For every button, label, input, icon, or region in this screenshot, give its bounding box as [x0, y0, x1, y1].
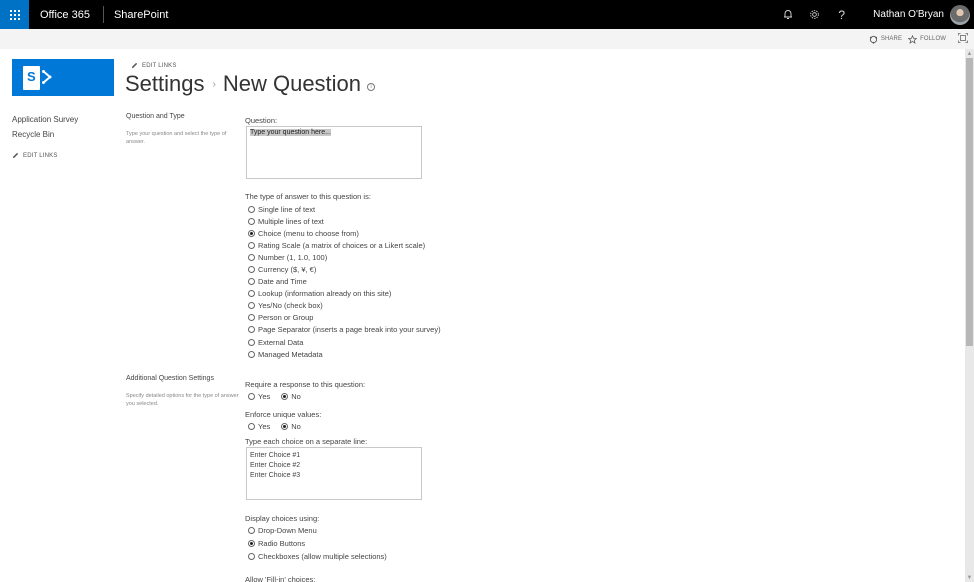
choice-line: Enter Choice #3: [250, 472, 301, 479]
waffle-icon: [10, 10, 20, 20]
display-choices-radio-group: [248, 524, 387, 563]
breadcrumb-separator: ›: [212, 78, 216, 90]
scroll-up-icon[interactable]: ▲: [966, 50, 973, 57]
answer-type-label: The type of answer to this question is:: [245, 192, 371, 201]
section-desc-additional: Specify detailed options for the type of answer you selected.: [126, 393, 239, 407]
radio-icon[interactable]: [248, 351, 255, 358]
user-name[interactable]: Nathan O'Bryan: [873, 9, 944, 20]
unique-yes-option[interactable]: Yes: [248, 422, 270, 431]
answer-type-date-time[interactable]: Date and Time: [248, 276, 441, 288]
office365-link[interactable]: Office 365: [40, 8, 90, 21]
choices-input[interactable]: [246, 447, 422, 500]
fillin-choices-label: Allow 'Fill-in' choices:: [245, 575, 316, 582]
display-radio-buttons-option[interactable]: Radio Buttons: [248, 537, 387, 550]
sharepoint-arrow-icon: [42, 70, 52, 84]
radio-icon[interactable]: [248, 206, 255, 213]
radio-icon[interactable]: [248, 218, 255, 225]
question-value: Type your question here...: [250, 129, 331, 136]
pencil-icon: [131, 62, 138, 69]
section-title-question-type: Question and Type: [126, 113, 185, 120]
radio-checked-icon[interactable]: [248, 230, 255, 237]
app-launcher-button[interactable]: [0, 0, 29, 29]
notifications-button[interactable]: [774, 0, 801, 29]
require-response-radio-group: [248, 392, 301, 401]
answer-type-managed-metadata[interactable]: Managed Metadata: [248, 348, 441, 360]
radio-icon[interactable]: [248, 553, 255, 560]
choice-line: Enter Choice #2: [250, 462, 301, 469]
answer-type-person-group[interactable]: Person or Group: [248, 312, 441, 324]
choices-label: Type each choice on a separate line:: [245, 437, 368, 446]
page-scrollbar[interactable]: [965, 49, 974, 582]
radio-icon[interactable]: [248, 527, 255, 534]
scroll-down-icon[interactable]: ▼: [966, 574, 973, 581]
radio-icon[interactable]: [248, 393, 255, 400]
radio-icon[interactable]: [248, 254, 255, 261]
radio-icon[interactable]: [248, 423, 255, 430]
gear-icon: [809, 9, 820, 20]
answer-type-rating-scale[interactable]: Rating Scale (a matrix of choices or a Likert scale): [248, 239, 441, 251]
info-icon[interactable]: i: [367, 83, 375, 91]
focus-icon: [958, 33, 968, 43]
sharepoint-link[interactable]: SharePoint: [113, 8, 169, 21]
answer-type-page-separator[interactable]: Page Separator (inserts a page break into your survey): [248, 324, 441, 336]
site-logo[interactable]: S: [12, 59, 114, 96]
section-title-additional: Additional Question Settings: [126, 375, 214, 382]
header-edit-links[interactable]: EDIT LINKS: [131, 62, 177, 69]
answer-type-multiple-lines[interactable]: Multiple lines of text: [248, 215, 441, 227]
radio-icon[interactable]: [248, 314, 255, 321]
star-icon: [908, 35, 917, 44]
pencil-icon: [12, 152, 19, 159]
left-navigation: [12, 114, 78, 159]
question-input[interactable]: [246, 126, 422, 179]
radio-icon[interactable]: [248, 339, 255, 346]
unique-values-label: Enforce unique values:: [245, 410, 322, 419]
unique-values-radio-group: [248, 422, 301, 431]
choice-line: Enter Choice #1: [250, 452, 301, 459]
answer-type-lookup[interactable]: Lookup (information already on this site): [248, 288, 441, 300]
nav-item-recycle-bin[interactable]: Recycle Bin: [12, 130, 55, 139]
answer-type-radio-group: [248, 203, 441, 360]
page-title: [125, 71, 375, 97]
follow-button[interactable]: [908, 35, 946, 44]
radio-icon[interactable]: [248, 302, 255, 309]
help-icon: ?: [838, 7, 845, 22]
radio-checked-icon[interactable]: [248, 540, 255, 547]
follow-label: FOLLOW: [920, 36, 946, 42]
share-label: SHARE: [880, 36, 903, 42]
require-response-label: Require a response to this question:: [245, 380, 366, 389]
radio-icon[interactable]: [248, 326, 255, 333]
action-bar: [0, 29, 974, 49]
display-checkboxes-option[interactable]: Checkboxes (allow multiple selections): [248, 550, 387, 563]
avatar[interactable]: [950, 5, 970, 25]
radio-icon[interactable]: [248, 290, 255, 297]
scroll-thumb[interactable]: [966, 58, 973, 346]
question-label: Question:: [245, 116, 278, 125]
section-desc-question-type: Type your question and select the type of answer.: [126, 131, 227, 145]
nav-item-application-survey[interactable]: Application Survey: [12, 115, 79, 124]
share-icon: [869, 35, 878, 44]
help-button[interactable]: [828, 0, 855, 29]
share-button[interactable]: [869, 35, 902, 44]
radio-checked-icon[interactable]: [281, 393, 288, 400]
answer-type-currency[interactable]: Currency ($, ¥, €): [248, 263, 441, 275]
suite-bar: [0, 0, 974, 29]
page-title-text: New Question: [222, 71, 362, 96]
display-dropdown-option[interactable]: Drop-Down Menu: [248, 524, 387, 537]
bell-icon: [783, 9, 793, 20]
radio-checked-icon[interactable]: [281, 423, 288, 430]
require-yes-option[interactable]: Yes: [248, 392, 270, 401]
divider: [103, 6, 104, 23]
radio-icon[interactable]: [248, 266, 255, 273]
focus-content-button[interactable]: [958, 33, 968, 45]
require-no-option[interactable]: No: [281, 392, 301, 401]
radio-icon[interactable]: [248, 278, 255, 285]
unique-no-option[interactable]: No: [281, 422, 301, 431]
nav-edit-links[interactable]: EDIT LINKS: [12, 152, 78, 159]
answer-type-external-data[interactable]: External Data: [248, 336, 441, 348]
answer-type-number[interactable]: Number (1, 1.0, 100): [248, 251, 441, 263]
settings-button[interactable]: [801, 0, 828, 29]
answer-type-choice[interactable]: Choice (menu to choose from): [248, 227, 441, 239]
breadcrumb-settings[interactable]: Settings: [125, 71, 205, 96]
radio-icon[interactable]: [248, 242, 255, 249]
display-choices-label: Display choices using:: [245, 514, 320, 523]
answer-type-yes-no[interactable]: Yes/No (check box): [248, 300, 441, 312]
answer-type-single-line[interactable]: Single line of text: [248, 203, 441, 215]
